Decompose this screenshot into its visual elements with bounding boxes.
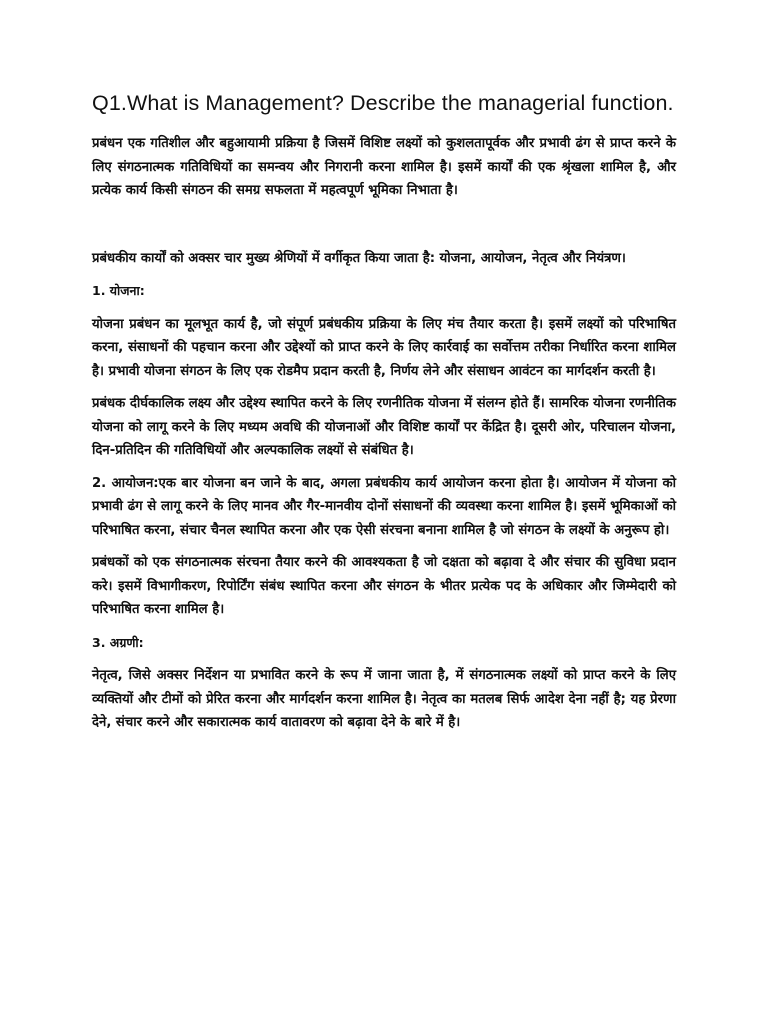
- leading-paragraph: नेतृत्व, जिसे अक्सर निर्देशन या प्रभावित करने के रूप में जाना जाता है, में संगठनात्मक लक्ष्यों को प्राप्त करने के लिए व्यक्तियों और टीमों को प्रेरित करना और मार्गदर्शन करना शामिल है। नेतृत्व का मतलब सिर्फ आदेश देना नहीं है; यह प्रेरणा देने, संचार करने और सकारात्मक कार्य वातावरण को बढ़ावा देने के बारे में है।: [92, 668, 676, 730]
- section-heading-planning: 1. योजना:: [92, 283, 145, 298]
- document-title: Q1.What is Management? Describe the managerial function.: [92, 91, 674, 115]
- categories-paragraph: प्रबंधकीय कार्यों को अक्सर चार मुख्य श्रेणियों में वर्गीकृत किया जाता है: योजना, आयोजन, नेतृत्व और नियंत्रण।: [92, 250, 626, 266]
- organizing-paragraph-2: प्रबंधकों को एक संगठनात्मक संरचना तैयार करने की आवश्यकता है जो दक्षता को बढ़ावा दे और संचार की सुविधा प्रदान करे। इसमें विभागीकरण, रिपोर्टिंग संबंध स्थापित करना और संगठन के भीतर प्रत्येक पद के अधिकार और जिम्मेदारी को परिभाषित करना शामिल है।: [92, 555, 676, 617]
- organizing-paragraph-1: 2. आयोजन:एक बार योजना बन जाने के बाद, अगला प्रबंधकीय कार्य आयोजन करना होता है। आयोजन में योजना को प्रभावी ढंग से लागू करने के लिए मानव और गैर-मानवीय दोनों संसाधनों की व्यवस्था करना शामिल है। इसमें भूमिकाओं को परिभाषित करना, संचार चैनल स्थापित करना और एक ऐसी संरचना बनाना शामिल है जो संगठन के लक्ष्यों के अनुरूप हो।: [92, 475, 676, 538]
- section-heading-leading: 3. अग्रणी:: [92, 634, 144, 650]
- planning-paragraph-2: प्रबंधक दीर्घकालिक लक्ष्य और उद्देश्य स्थापित करने के लिए रणनीतिक योजना में संलग्न होते हैं। सामरिक योजना रणनीतिक योजना को लागू करने के लिए मध्यम अवधि की योजनाओं और विशिष्ट कार्यों पर केंद्रित है। दूसरी ओर, परिचालन योजना, दिन-प्रतिदिन की गतिविधियों और अल्पकालिक लक्ष्यों से संबंधित है।: [92, 396, 676, 458]
- intro-paragraph: प्रबंधन एक गतिशील और बहुआयामी प्रक्रिया है जिसमें विशिष्ट लक्ष्यों को कुशलतापूर्वक और प्रभावी ढंग से प्राप्त करने के लिए संगठनात्मक गतिविधियों का समन्वय और निगरानी करना शामिल है। इसमें कार्यों की एक श्रृंखला शामिल है, और प्रत्येक कार्य किसी संगठन की समग्र सफलता में महत्वपूर्ण भूमिका निभाता है।: [92, 136, 676, 198]
- planning-paragraph-1: योजना प्रबंधन का मूलभूत कार्य है, जो संपूर्ण प्रबंधकीय प्रक्रिया के लिए मंच तैयार करता है। इसमें लक्ष्यों को परिभाषित करना, संसाधनों की पहचान करना और उद्देश्यों को प्राप्त करने के लिए कार्रवाई का सर्वोत्तम तरीका निर्धारित करना शामिल है। प्रभावी योजना संगठन के लिए एक रोडमैप प्रदान करती है, निर्णय लेने और संसाधन आवंटन का मार्गदर्शन करती है।: [92, 316, 676, 379]
